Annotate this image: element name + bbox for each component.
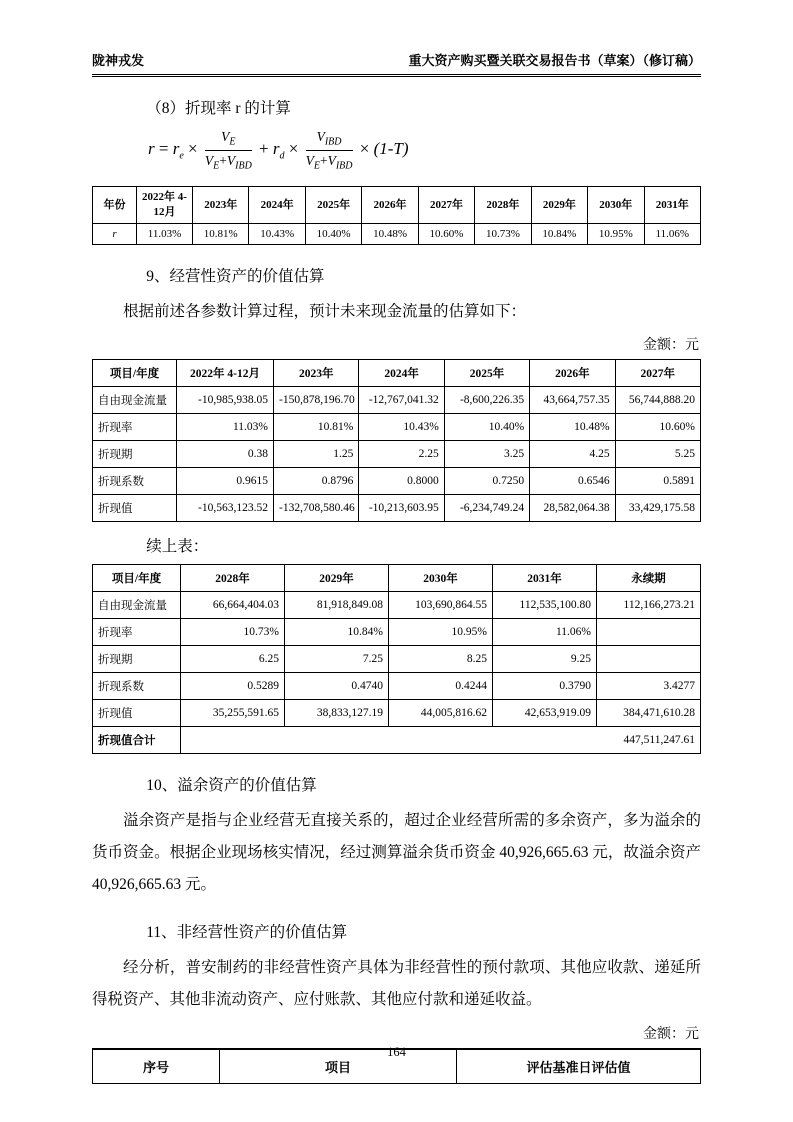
total-value: 447,511,247.61 — [181, 727, 701, 754]
cell-value: 44,005,816.62 — [389, 700, 493, 727]
cell-value — [597, 646, 701, 673]
formula-re: $r_e$ — [172, 139, 184, 162]
cell-value: -8,600,226.35 — [444, 387, 529, 414]
cell-value: -10,213,603.95 — [359, 495, 444, 522]
table-row — [93, 468, 701, 495]
table-row — [93, 592, 701, 619]
cell-value: 0.8796 — [274, 468, 359, 495]
cell-value: 0.3790 — [493, 673, 597, 700]
column-header: 2023年 — [193, 187, 249, 224]
equity-weight-fraction: $\frac{V_E}{V_E+V_{IBD}}$ — [204, 129, 252, 172]
cell-value: 11.03% — [137, 224, 193, 245]
cell-value: 5.25 — [615, 441, 700, 468]
cell-value: 0.7250 — [444, 468, 529, 495]
table-header-row — [93, 187, 701, 224]
column-header: 2023年 — [274, 360, 359, 387]
cell-value: 10.48% — [362, 224, 418, 245]
cell-value: 10.81% — [193, 224, 249, 245]
discount-rate-formula — [148, 128, 701, 172]
cell-value: 8.25 — [389, 646, 493, 673]
cell-value: 0.8000 — [359, 468, 444, 495]
page-number: 164 — [387, 1045, 406, 1059]
cell-value: 10.40% — [444, 414, 529, 441]
column-header: 2028年 — [181, 565, 285, 592]
cell-value: 7.25 — [285, 646, 389, 673]
header-report-title: 重大资产购买暨关联交易报告书（草案）（修订稿） — [408, 53, 701, 68]
continuation-label: 续上表： — [146, 538, 209, 556]
section-11-title: 11、非经营性资产的价值估算 — [146, 924, 348, 942]
column-header: 2027年 — [615, 360, 700, 387]
column-header: 2026年 — [362, 187, 418, 224]
page-header — [92, 50, 701, 77]
column-header: 项目/年度 — [93, 565, 181, 592]
column-header: 2027年 — [418, 187, 474, 224]
unit-label: 金额：元 — [643, 1026, 699, 1042]
row-label: 折现系数 — [93, 468, 177, 495]
cell-value: 0.5891 — [615, 468, 700, 495]
cell-value: 35,255,591.65 — [181, 700, 285, 727]
row-label: 折现值 — [93, 700, 181, 727]
cell-value: 0.5289 — [181, 673, 285, 700]
cell-value: -150,878,196.70 — [274, 387, 359, 414]
cell-value: 28,582,064.38 — [530, 495, 615, 522]
cash-flow-table-1 — [92, 359, 701, 522]
column-header: 2029年 — [531, 187, 587, 224]
cell-value: 66,664,404.03 — [181, 592, 285, 619]
formula-tax-term: (1-T) — [373, 139, 409, 159]
cell-value: 0.9615 — [177, 468, 274, 495]
cell-value: 10.73% — [181, 619, 285, 646]
cell-value: 11.06% — [493, 619, 597, 646]
multiply-sign: × — [359, 139, 370, 159]
section-8-title: （8）折现率 r 的计算 — [146, 100, 291, 117]
cell-value: 3.25 — [444, 441, 529, 468]
table-row — [93, 495, 701, 522]
table-row — [93, 700, 701, 727]
cell-value: 0.4244 — [389, 673, 493, 700]
cell-value: 2.25 — [359, 441, 444, 468]
cell-value: 11.03% — [177, 414, 274, 441]
cell-value: 33,429,175.58 — [615, 495, 700, 522]
cell-value: 56,744,888.20 — [615, 387, 700, 414]
cell-value: 6.25 — [181, 646, 285, 673]
table-row — [93, 224, 701, 245]
cell-value — [597, 619, 701, 646]
cell-value: 10.40% — [305, 224, 361, 245]
cell-value: 10.73% — [475, 224, 531, 245]
formula-lhs: r — [148, 139, 155, 159]
cell-value: -6,234,749.24 — [444, 495, 529, 522]
table-row — [93, 673, 701, 700]
column-header: 2024年 — [249, 187, 305, 224]
cell-value: 10.60% — [418, 224, 474, 245]
row-label: 折现系数 — [93, 673, 181, 700]
cell-value: 10.84% — [531, 224, 587, 245]
table-row — [93, 619, 701, 646]
table-row — [93, 414, 701, 441]
cell-value: 10.81% — [274, 414, 359, 441]
cell-value: 43,664,757.35 — [530, 387, 615, 414]
debt-weight-fraction: $\frac{V_{IBD}}{V_E+V_{IBD}}$ — [305, 129, 353, 172]
row-label: 折现率 — [93, 619, 181, 646]
cell-value: 42,653,919.09 — [493, 700, 597, 727]
cell-value: -10,985,938.05 — [177, 387, 274, 414]
cell-value: -132,708,580.46 — [274, 495, 359, 522]
cell-value: 10.43% — [359, 414, 444, 441]
column-header: 项目 — [220, 1049, 457, 1084]
column-header: 永续期 — [597, 565, 701, 592]
cell-value: 0.6546 — [530, 468, 615, 495]
cash-flow-table-2 — [92, 564, 701, 754]
cell-value: -12,767,041.32 — [359, 387, 444, 414]
cash-flow-intro: 根据前述各参数计算过程，预计未来现金流量的估算如下： — [123, 303, 527, 321]
row-label: 自由现金流量 — [93, 387, 177, 414]
column-header: 2022年 4-12月 — [137, 187, 193, 224]
header-company-name: 陇神戎发 — [92, 53, 145, 68]
plus-sign: + — [259, 139, 269, 159]
cell-value: 112,166,273.21 — [597, 592, 701, 619]
section-9-title: 9、经营性资产的价值估算 — [146, 268, 325, 286]
formula-rd: $r_d$ — [272, 139, 285, 162]
cell-value: 9.25 — [493, 646, 597, 673]
column-header: 序号 — [93, 1049, 220, 1084]
row-label: 折现率 — [93, 414, 177, 441]
cell-value: 112,535,100.80 — [493, 592, 597, 619]
column-header: 年份 — [93, 187, 137, 224]
total-row-label: 折现值合计 — [93, 727, 181, 754]
column-header: 2022年 4-12月 — [177, 360, 274, 387]
column-header: 2030年 — [588, 187, 644, 224]
cell-value: 0.4740 — [285, 673, 389, 700]
cell-value: 384,471,610.28 — [597, 700, 701, 727]
cell-value: -10,563,123.52 — [177, 495, 274, 522]
row-label: 折现期 — [93, 646, 181, 673]
cell-value: 4.25 — [530, 441, 615, 468]
non-operating-assets-paragraph: 经分析，普安制药的非经营性资产具体为非经营性的预付款项、其他应收款、递延所得税资产、其他非流动资产、应付账款、其他应付款和递延收益。 — [92, 959, 701, 1009]
cell-value: 0.38 — [177, 441, 274, 468]
multiply-sign: × — [188, 139, 198, 159]
cell-value: 10.95% — [588, 224, 644, 245]
section-10-title: 10、溢余资产的价值估算 — [146, 777, 317, 795]
surplus-assets-paragraph: 溢余资产是指与企业经营无直接关系的，超过企业经营所需的多余资产，多为溢余的货币资金。根据企业现场核实情况，经过测算溢余货币资金 40,926,665.63 元，故溢余资产 40,926,665.63 元。 — [92, 812, 701, 894]
row-label: r — [93, 224, 137, 245]
column-header: 2026年 — [530, 360, 615, 387]
multiply-sign: × — [288, 139, 299, 159]
cell-value: 103,690,864.55 — [389, 592, 493, 619]
table-row — [93, 646, 701, 673]
cell-value: 38,833,127.19 — [285, 700, 389, 727]
column-header: 2025年 — [444, 360, 529, 387]
column-header: 2030年 — [389, 565, 493, 592]
column-header: 2031年 — [644, 187, 701, 224]
column-header: 2025年 — [305, 187, 361, 224]
cell-value: 11.06% — [644, 224, 701, 245]
table-header-row — [93, 360, 701, 387]
column-header: 2031年 — [493, 565, 597, 592]
cell-value: 10.43% — [249, 224, 305, 245]
cell-value: 10.84% — [285, 619, 389, 646]
equals-sign: = — [158, 139, 169, 159]
discount-rate-table — [92, 186, 701, 245]
cell-value: 81,918,849.08 — [285, 592, 389, 619]
table-header-row — [93, 565, 701, 592]
column-header: 2024年 — [359, 360, 444, 387]
row-label: 折现期 — [93, 441, 177, 468]
cell-value: 1.25 — [274, 441, 359, 468]
row-label: 自由现金流量 — [93, 592, 181, 619]
table-total-row — [93, 727, 701, 754]
cell-value: 10.60% — [615, 414, 700, 441]
unit-label: 金额：元 — [643, 338, 699, 354]
column-header: 评估基准日评估值 — [457, 1049, 701, 1084]
row-label: 折现值 — [93, 495, 177, 522]
column-header: 2029年 — [285, 565, 389, 592]
cell-value: 10.48% — [530, 414, 615, 441]
column-header: 项目/年度 — [93, 360, 177, 387]
table-row — [93, 441, 701, 468]
cell-value: 10.95% — [389, 619, 493, 646]
column-header: 2028年 — [475, 187, 531, 224]
cell-value: 3.4277 — [597, 673, 701, 700]
table-row — [93, 387, 701, 414]
